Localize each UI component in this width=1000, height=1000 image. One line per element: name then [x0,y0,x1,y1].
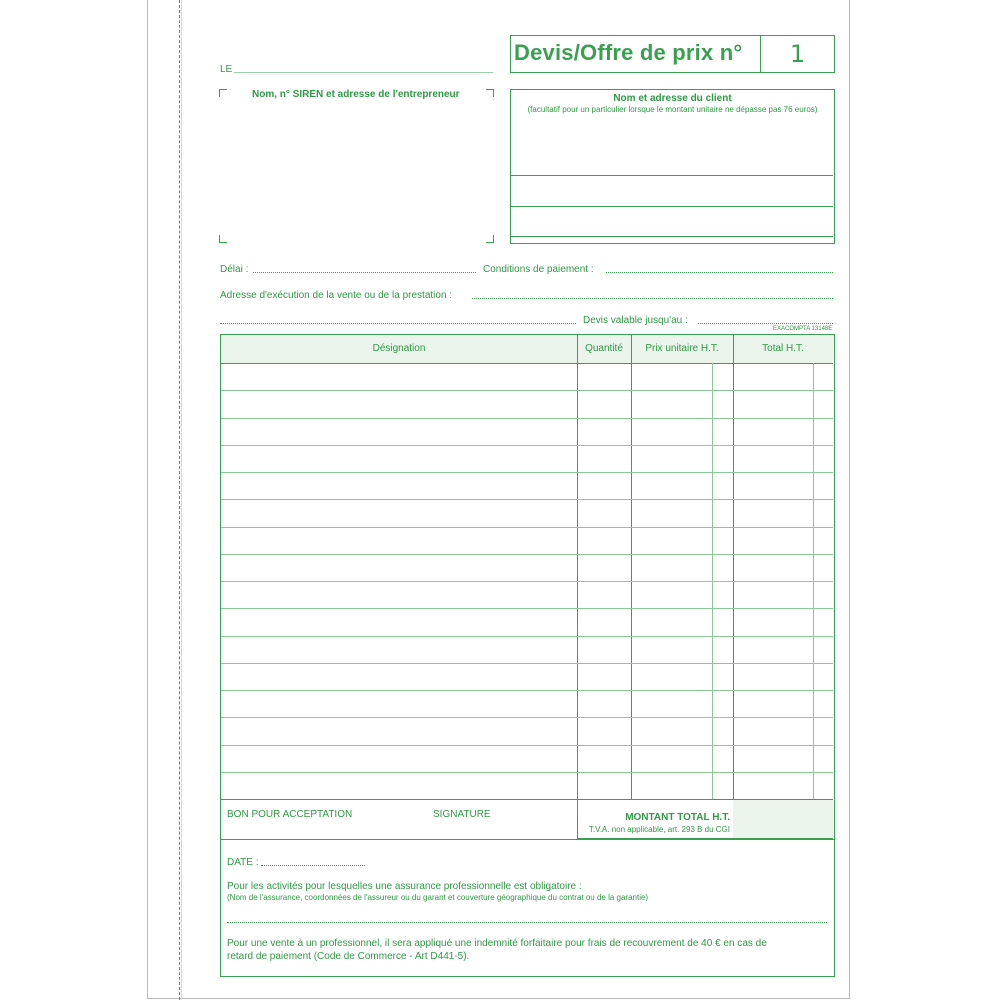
corner-mark [486,235,494,243]
table-row[interactable] [221,554,833,555]
assurance-note: (Nom de l'assurance, coordonnées de l'assureur ou du garant et couverture géographique du contrat ou de la garantie) [227,893,649,902]
entrepreneur-label: Nom, n° SIREN et adresse de l'entrepreneur [252,89,460,100]
table-row[interactable] [221,772,833,773]
table-row[interactable] [221,390,833,391]
col-quantite: Quantité [585,343,623,354]
table-row[interactable] [221,581,833,582]
assurance-label: Pour les activités pour lesquelles une assurance professionnelle est obligatoire : [227,881,582,892]
le-label: LE [220,64,233,75]
table-row[interactable] [221,636,833,637]
footer-side [220,799,221,839]
client-note: (facultatif pour un particulier lorsque le montant unitaire ne dépasse pas 76 euros) [527,105,818,114]
table-row[interactable] [221,499,833,500]
indemnite-text-2: retard de paiement (Code de Commerce - Art D441-5). [227,951,470,962]
table-row[interactable] [221,418,833,419]
corner-mark [486,89,494,97]
valable-label: Devis valable jusqu'au : [583,315,688,326]
delai-label: Délai : [220,264,249,275]
perforation-edge [181,0,182,1000]
footer-box [220,838,835,977]
conditions-field[interactable] [606,272,833,273]
adresse-field[interactable] [472,298,833,299]
col-total: Total H.T. [762,343,804,354]
signature-label: SIGNATURE [433,809,491,820]
conditions-label: Conditions de paiement : [483,264,594,275]
items-table [220,334,835,840]
date-label: DATE : [227,857,259,868]
delai-field[interactable] [253,272,476,273]
valable-field[interactable] [698,323,833,324]
table-row[interactable] [221,663,833,664]
col-prix-unitaire: Prix unitaire H.T. [645,343,719,354]
perforation-line [179,0,180,1000]
table-row[interactable] [221,745,833,746]
table-row[interactable] [221,472,833,473]
indemnite-text-1: Pour une vente à un professionnel, il sera appliqué une indemnité forfaitaire pour frais de recouvrement de 40 € en cas de [227,938,767,949]
client-line [511,206,833,207]
col-designation: Désignation [372,343,426,354]
adresse-field-2[interactable] [220,323,576,324]
client-line [511,175,833,176]
column-divider [631,335,632,799]
table-row[interactable] [221,608,833,609]
bon-label: BON POUR ACCEPTATION [227,809,353,820]
product-reference: EXACOMPTA 13148E [773,326,833,332]
table-row[interactable] [221,445,833,446]
total-value-cell[interactable] [733,800,833,838]
quote-number: 1 [760,36,834,72]
adresse-label: Adresse d'exécution de la vente ou de la prestation : [220,290,453,301]
montant-label: MONTANT TOTAL H.T. [625,812,730,823]
client-title: Nom et adresse du client [613,93,732,104]
table-row[interactable] [221,717,833,718]
corner-mark [219,235,227,243]
column-divider [733,335,734,838]
tva-label: T.V.A. non applicable, art. 293 B du CGI [588,825,730,834]
table-row[interactable] [221,527,833,528]
column-divider [577,335,578,838]
client-line [511,236,833,237]
le-line[interactable] [234,72,493,73]
table-row[interactable] [221,690,833,691]
corner-mark [219,89,227,97]
form-title: Devis/Offre de prix n° [514,40,743,65]
